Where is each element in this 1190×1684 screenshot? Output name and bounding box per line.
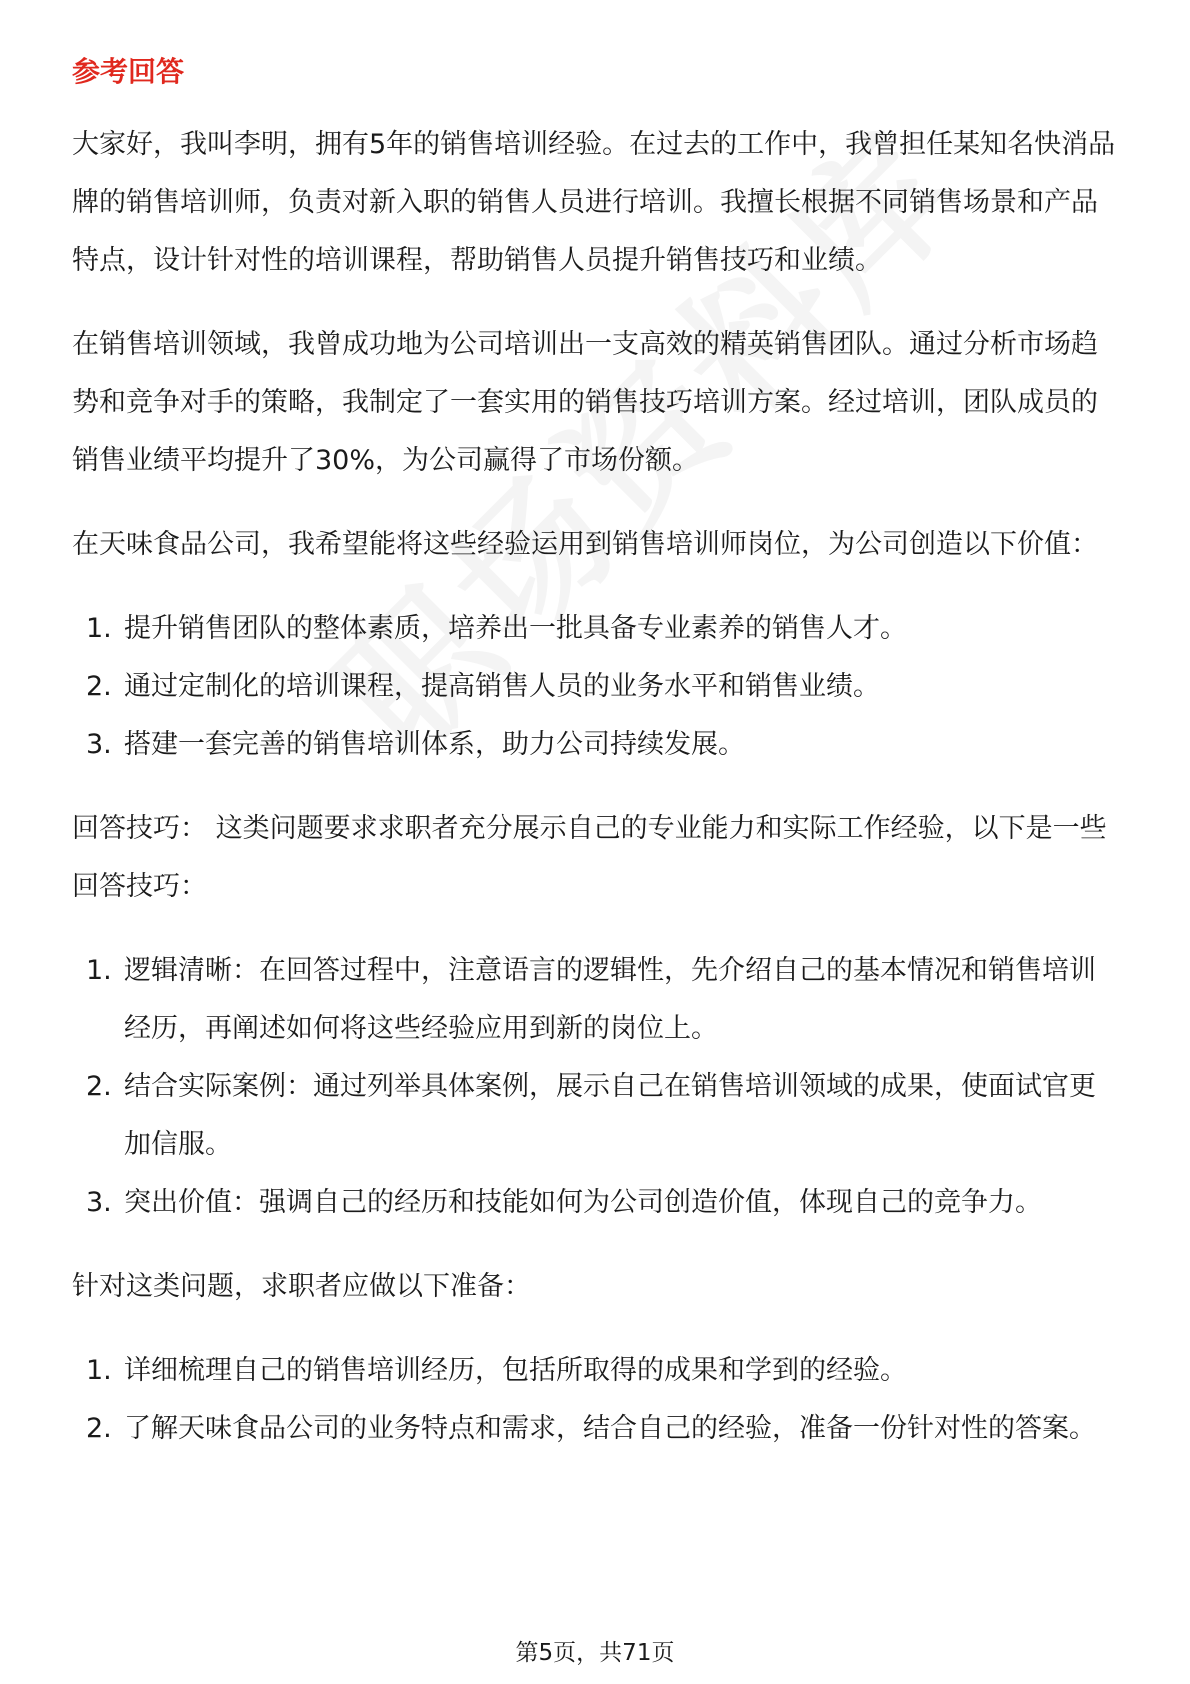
list-number: 3. [86, 729, 112, 760]
list-item [72, 1058, 1122, 1174]
section-heading: 参考回答 [72, 55, 185, 88]
intro-paragraph-2: 在销售培训领域，我曾成功地为公司培训出一支高效的精英销售团队。通过分析市场趋势和竞争对手的策略，我制定了一套实用的销售技巧培训方案。经过培训，团队成员的销售业绩平均提升了30%，为公司赢得了市场份额。 [72, 329, 1098, 476]
list-text: 结合实际案例：通过列举具体案例，展示自己在销售培训领域的成果，使面试官更加信服。 [124, 1071, 1096, 1160]
list-number: 1. [86, 613, 112, 644]
list-number: 2. [86, 1071, 112, 1102]
list-text: 详细梳理自己的销售培训经历，包括所取得的成果和学到的经验。 [124, 1355, 907, 1386]
intro-paragraph-1: 大家好，我叫李明，拥有5年的销售培训经验。在过去的工作中，我曾担任某知名快消品牌的销售培训师，负责对新入职的销售人员进行培训。我擅长根据不同销售场景和产品特点，设计针对性的培训课程，帮助销售人员提升销售技巧和业绩。 [72, 129, 1116, 276]
page-footer: 第5页，共71页 [515, 1640, 675, 1666]
list-number: 3. [86, 1187, 112, 1218]
list-text: 突出价值：强调自己的经历和技能如何为公司创造价值，体现自己的竞争力。 [124, 1187, 1042, 1218]
list-item [72, 1400, 1122, 1458]
list-item [72, 716, 1122, 774]
document-content [72, 48, 1122, 1484]
tips-list [72, 942, 1122, 1232]
prep-list [72, 1342, 1122, 1458]
list-item [72, 658, 1122, 716]
list-text: 搭建一套完善的销售培训体系，助力公司持续发展。 [124, 729, 745, 760]
tips-intro-paragraph: 回答技巧： 这类问题要求求职者充分展示自己的专业能力和实际工作经验，以下是一些回答技巧： [72, 813, 1107, 902]
list-number: 1. [86, 955, 112, 986]
list-text: 提升销售团队的整体素质，培养出一批具备专业素养的销售人才。 [124, 613, 907, 644]
list-item [72, 1342, 1122, 1400]
list-number: 2. [86, 671, 112, 702]
list-item [72, 942, 1122, 1058]
list-item [72, 600, 1122, 658]
list-text: 通过定制化的培训课程，提高销售人员的业务水平和销售业绩。 [124, 671, 880, 702]
list-item [72, 1174, 1122, 1232]
intro-paragraph-3: 在天味食品公司，我希望能将这些经验运用到销售培训师岗位，为公司创造以下价值： [72, 529, 1098, 560]
value-list [72, 600, 1122, 774]
list-number: 1. [86, 1355, 112, 1386]
list-number: 2. [86, 1413, 112, 1444]
list-text: 逻辑清晰：在回答过程中，注意语言的逻辑性，先介绍自己的基本情况和销售培训经历，再阐述如何将这些经验应用到新的岗位上。 [124, 955, 1096, 1044]
prep-intro-paragraph: 针对这类问题，求职者应做以下准备： [72, 1271, 531, 1302]
list-text: 了解天味食品公司的业务特点和需求，结合自己的经验，准备一份针对性的答案。 [124, 1413, 1096, 1444]
